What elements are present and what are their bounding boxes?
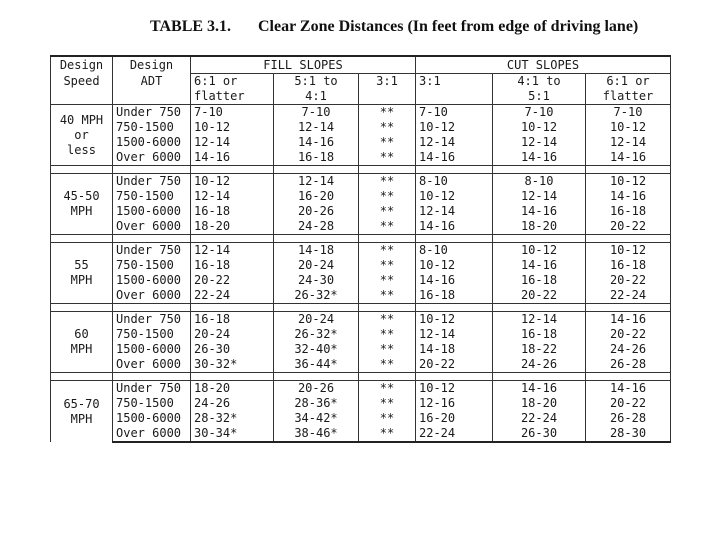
fill-slope-cell: ** xyxy=(359,426,416,442)
design-adt-cell: 750-1500 xyxy=(113,258,191,273)
design-speed-line: MPH xyxy=(70,411,93,426)
design-adt-cell: Over 6000 xyxy=(113,288,191,304)
design-adt-cell: 750-1500 xyxy=(113,396,191,411)
table-row xyxy=(51,258,671,273)
cut-col-1-line-2 xyxy=(416,89,493,105)
group-separator xyxy=(51,166,671,174)
fill-slope-cell: 16-20 xyxy=(274,189,359,204)
table-row xyxy=(51,174,671,190)
speed-header-spacer xyxy=(51,89,113,105)
fill-slope-cell: ** xyxy=(359,273,416,288)
cut-slope-cell: 18-20 xyxy=(493,396,586,411)
cut-slope-cell: 10-12 xyxy=(586,174,671,190)
fill-slope-cell: ** xyxy=(359,288,416,304)
fill-slope-cell: ** xyxy=(359,204,416,219)
header-row-1 xyxy=(51,56,671,74)
design-speed-line: MPH xyxy=(70,204,93,218)
separator-cell xyxy=(416,235,493,243)
cut-slope-cell: 16-18 xyxy=(493,273,586,288)
fill-slope-cell: 10-12 xyxy=(191,174,274,190)
fill-slope-cell: 28-36* xyxy=(274,396,359,411)
table-row xyxy=(51,426,671,442)
design-speed-line: 55 xyxy=(74,258,89,272)
fill-slope-cell: ** xyxy=(359,150,416,166)
fill-slope-cell: 20-22 xyxy=(191,273,274,288)
header-row-2 xyxy=(51,74,671,90)
fill-slope-cell: ** xyxy=(359,258,416,273)
cut-slope-cell: 22-24 xyxy=(416,426,493,442)
separator-cell xyxy=(51,373,113,381)
table-row xyxy=(51,219,671,235)
separator-cell xyxy=(51,166,113,174)
cut-slope-cell: 14-16 xyxy=(586,381,671,397)
separator-cell xyxy=(416,166,493,174)
design-adt-cell: 1500-6000 xyxy=(113,135,191,150)
design-adt-header-bottom: ADT xyxy=(113,74,191,90)
table-row xyxy=(51,411,671,426)
separator-cell xyxy=(493,235,586,243)
table-row xyxy=(51,312,671,328)
table-row xyxy=(51,204,671,219)
cut-slope-cell: 12-14 xyxy=(493,312,586,328)
design-adt-header-top: Design xyxy=(113,56,191,74)
design-adt-cell: 750-1500 xyxy=(113,189,191,204)
clear-zone-table xyxy=(50,55,671,443)
cut-slope-cell: 16-18 xyxy=(416,288,493,304)
cut-slope-cell: 26-28 xyxy=(586,357,671,373)
design-speed-line: 45-50 xyxy=(63,189,100,203)
fill-slope-cell: 24-30 xyxy=(274,273,359,288)
fill-slope-cell: 26-30 xyxy=(191,342,274,357)
fill-slope-cell: ** xyxy=(359,357,416,373)
cut-slope-cell: 14-16 xyxy=(586,150,671,166)
table-row xyxy=(51,135,671,150)
fill-col-3-line-1: 3:1 xyxy=(359,74,416,90)
cut-slope-cell: 10-12 xyxy=(586,243,671,259)
fill-slope-cell: 26-32* xyxy=(274,327,359,342)
design-adt-cell: Under 750 xyxy=(113,312,191,328)
fill-slope-cell: ** xyxy=(359,135,416,150)
fill-slope-cell: ** xyxy=(359,174,416,190)
cut-slope-cell: 20-22 xyxy=(493,288,586,304)
separator-cell xyxy=(493,166,586,174)
fill-slope-cell: ** xyxy=(359,219,416,235)
fill-slope-cell: 16-18 xyxy=(274,150,359,166)
cut-slope-cell: 14-18 xyxy=(416,342,493,357)
fill-slope-cell: ** xyxy=(359,105,416,121)
fill-col-3-line-2 xyxy=(359,89,416,105)
separator-cell xyxy=(416,304,493,312)
fill-slope-cell: 14-18 xyxy=(274,243,359,259)
cut-slope-cell: 20-22 xyxy=(586,396,671,411)
table-number: TABLE 3.1. xyxy=(150,18,232,35)
separator-cell xyxy=(586,373,671,381)
fill-slope-cell: ** xyxy=(359,381,416,397)
separator-cell xyxy=(359,166,416,174)
fill-slope-cell: ** xyxy=(359,327,416,342)
fill-slope-cell: 14-16 xyxy=(191,150,274,166)
design-adt-cell: 750-1500 xyxy=(113,327,191,342)
fill-slope-cell: 20-26 xyxy=(274,381,359,397)
fill-slope-cell: 38-46* xyxy=(274,426,359,442)
cut-slope-cell: 14-16 xyxy=(416,150,493,166)
design-adt-cell: 750-1500 xyxy=(113,120,191,135)
cut-slope-cell: 10-12 xyxy=(493,120,586,135)
fill-slope-cell: 30-32* xyxy=(191,357,274,373)
design-speed-line: MPH xyxy=(70,342,93,356)
group-separator xyxy=(51,235,671,243)
separator-cell xyxy=(113,166,191,174)
fill-slope-cell: 24-26 xyxy=(191,396,274,411)
table-row xyxy=(51,273,671,288)
design-adt-cell: 1500-6000 xyxy=(113,273,191,288)
cut-slope-cell: 22-24 xyxy=(586,288,671,304)
fill-slope-cell: 16-18 xyxy=(191,204,274,219)
cut-slope-cell: 8-10 xyxy=(416,243,493,259)
table-row xyxy=(51,342,671,357)
fill-slope-cell: ** xyxy=(359,312,416,328)
fill-col-2-line-2: 4:1 xyxy=(274,89,359,105)
fill-slope-cell: 26-32* xyxy=(274,288,359,304)
cut-slope-cell: 12-14 xyxy=(416,135,493,150)
separator-cell xyxy=(359,304,416,312)
cut-col-3-line-2: flatter xyxy=(586,89,671,105)
separator-cell xyxy=(586,304,671,312)
cut-slope-cell: 20-22 xyxy=(586,327,671,342)
cut-slope-cell: 14-16 xyxy=(586,312,671,328)
fill-slopes-header: FILL SLOPES xyxy=(191,56,416,74)
cut-slope-cell: 26-30 xyxy=(493,426,586,442)
design-speed-cell xyxy=(51,243,113,304)
cut-slope-cell: 12-16 xyxy=(416,396,493,411)
design-speed-cell xyxy=(51,312,113,373)
design-speed-cell xyxy=(51,381,113,443)
cut-slope-cell: 12-14 xyxy=(493,189,586,204)
design-adt-cell: 1500-6000 xyxy=(113,411,191,426)
fill-slope-cell: 12-14 xyxy=(191,243,274,259)
cut-slope-cell: 16-20 xyxy=(416,411,493,426)
cut-slope-cell: 20-22 xyxy=(416,357,493,373)
table-caption: Clear Zone Distances (In feet from edge of driving lane) xyxy=(258,18,639,35)
fill-slope-cell: 32-40* xyxy=(274,342,359,357)
table-row xyxy=(51,150,671,166)
cut-slope-cell: 12-14 xyxy=(416,204,493,219)
fill-slope-cell: 7-10 xyxy=(191,105,274,121)
fill-slope-cell: 20-24 xyxy=(191,327,274,342)
table-row xyxy=(51,243,671,259)
cut-slope-cell: 12-14 xyxy=(416,327,493,342)
fill-slope-cell: 34-42* xyxy=(274,411,359,426)
cut-slope-cell: 14-16 xyxy=(493,150,586,166)
cut-slope-cell: 8-10 xyxy=(493,174,586,190)
cut-slope-cell: 16-18 xyxy=(586,258,671,273)
separator-cell xyxy=(191,373,274,381)
table-row xyxy=(51,189,671,204)
fill-slope-cell: 20-24 xyxy=(274,312,359,328)
separator-cell xyxy=(191,166,274,174)
fill-col-2-line-1: 5:1 to xyxy=(274,74,359,90)
separator-cell xyxy=(274,373,359,381)
fill-col-1-line-1: 6:1 or xyxy=(191,74,274,90)
design-adt-cell: 1500-6000 xyxy=(113,342,191,357)
fill-slope-cell: 10-12 xyxy=(191,120,274,135)
cut-slope-cell: 8-10 xyxy=(416,174,493,190)
design-adt-cell: Over 6000 xyxy=(113,426,191,442)
design-adt-cell: Under 750 xyxy=(113,105,191,121)
design-speed-line: 60 xyxy=(74,327,89,341)
cut-slope-cell: 10-12 xyxy=(493,243,586,259)
cut-slope-cell: 28-30 xyxy=(586,426,671,442)
table-row xyxy=(51,357,671,373)
separator-cell xyxy=(359,235,416,243)
fill-slope-cell: 14-16 xyxy=(274,135,359,150)
fill-slope-cell: 16-18 xyxy=(191,312,274,328)
separator-cell xyxy=(274,235,359,243)
table-row xyxy=(51,396,671,411)
design-speed-cell xyxy=(51,174,113,235)
fill-slope-cell: 20-26 xyxy=(274,204,359,219)
cut-slope-cell: 22-24 xyxy=(493,411,586,426)
cut-col-1-line-1: 3:1 xyxy=(416,74,493,90)
design-adt-cell: Over 6000 xyxy=(113,219,191,235)
fill-slope-cell: 12-14 xyxy=(191,135,274,150)
separator-cell xyxy=(191,304,274,312)
cut-col-2-line-2: 5:1 xyxy=(493,89,586,105)
separator-cell xyxy=(51,304,113,312)
separator-cell xyxy=(586,166,671,174)
cut-slope-cell: 14-16 xyxy=(493,204,586,219)
cut-slope-cell: 14-16 xyxy=(416,219,493,235)
fill-slope-cell: ** xyxy=(359,411,416,426)
separator-cell xyxy=(51,235,113,243)
cut-slope-cell: 14-16 xyxy=(493,258,586,273)
fill-slope-cell: ** xyxy=(359,189,416,204)
header-row-3 xyxy=(51,89,671,105)
fill-col-1-line-2: flatter xyxy=(191,89,274,105)
cut-slope-cell: 14-16 xyxy=(416,273,493,288)
separator-cell xyxy=(274,304,359,312)
separator-cell xyxy=(359,373,416,381)
adt-header-spacer xyxy=(113,89,191,105)
cut-slopes-header: CUT SLOPES xyxy=(416,56,671,74)
cut-col-3-line-1: 6:1 or xyxy=(586,74,671,90)
fill-slope-cell: 16-18 xyxy=(191,258,274,273)
separator-cell xyxy=(274,166,359,174)
separator-cell xyxy=(191,235,274,243)
cut-slope-cell: 16-18 xyxy=(493,327,586,342)
table-row xyxy=(51,381,671,397)
separator-cell xyxy=(493,373,586,381)
cut-slope-cell: 12-14 xyxy=(493,135,586,150)
fill-slope-cell: ** xyxy=(359,120,416,135)
separator-cell xyxy=(113,235,191,243)
cut-col-2-line-1: 4:1 to xyxy=(493,74,586,90)
design-speed-header-top: Design xyxy=(51,56,113,74)
fill-slope-cell: 7-10 xyxy=(274,105,359,121)
fill-slope-cell: 30-34* xyxy=(191,426,274,442)
fill-slope-cell: 12-14 xyxy=(274,174,359,190)
cut-slope-cell: 20-22 xyxy=(586,219,671,235)
design-speed-line: 65-70 xyxy=(63,396,100,411)
fill-slope-cell: 28-32* xyxy=(191,411,274,426)
design-speed-line: 40 MPH xyxy=(59,112,104,127)
table-row xyxy=(51,288,671,304)
design-speed-line: less xyxy=(67,142,96,157)
fill-slope-cell: 18-20 xyxy=(191,219,274,235)
design-speed-header-bottom: Speed xyxy=(51,74,113,90)
design-speed-line: or xyxy=(74,127,89,142)
cut-slope-cell: 20-22 xyxy=(586,273,671,288)
separator-cell xyxy=(586,235,671,243)
cut-slope-cell: 16-18 xyxy=(586,204,671,219)
cut-slope-cell: 18-20 xyxy=(493,219,586,235)
separator-cell xyxy=(113,304,191,312)
design-adt-cell: 1500-6000 xyxy=(113,204,191,219)
fill-slope-cell: 36-44* xyxy=(274,357,359,373)
table-title xyxy=(0,18,720,42)
fill-slope-cell: 22-24 xyxy=(191,288,274,304)
fill-slope-cell: 18-20 xyxy=(191,381,274,397)
cut-slope-cell: 10-12 xyxy=(416,258,493,273)
design-adt-cell: Under 750 xyxy=(113,174,191,190)
cut-slope-cell: 26-28 xyxy=(586,411,671,426)
cut-slope-cell: 10-12 xyxy=(416,120,493,135)
separator-cell xyxy=(416,373,493,381)
fill-slope-cell: 12-14 xyxy=(274,120,359,135)
cut-slope-cell: 14-16 xyxy=(586,189,671,204)
cut-slope-cell: 10-12 xyxy=(416,381,493,397)
table-row xyxy=(51,120,671,135)
design-adt-cell: Over 6000 xyxy=(113,357,191,373)
cut-slope-cell: 10-12 xyxy=(416,189,493,204)
group-separator xyxy=(51,373,671,381)
design-speed-line: MPH xyxy=(70,273,93,287)
fill-slope-cell: ** xyxy=(359,243,416,259)
cut-slope-cell: 14-16 xyxy=(493,381,586,397)
cut-slope-cell: 24-26 xyxy=(493,357,586,373)
cut-slope-cell: 10-12 xyxy=(416,312,493,328)
group-separator xyxy=(51,304,671,312)
design-adt-cell: Over 6000 xyxy=(113,150,191,166)
fill-slope-cell: ** xyxy=(359,396,416,411)
cut-slope-cell: 24-26 xyxy=(586,342,671,357)
design-adt-cell: Under 750 xyxy=(113,243,191,259)
cut-slope-cell: 12-14 xyxy=(586,135,671,150)
fill-slope-cell: 20-24 xyxy=(274,258,359,273)
fill-slope-cell: 24-28 xyxy=(274,219,359,235)
fill-slope-cell: ** xyxy=(359,342,416,357)
cut-slope-cell: 7-10 xyxy=(416,105,493,121)
fill-slope-cell: 12-14 xyxy=(191,189,274,204)
cut-slope-cell: 18-22 xyxy=(493,342,586,357)
table-row xyxy=(51,105,671,121)
cut-slope-cell: 7-10 xyxy=(493,105,586,121)
table-row xyxy=(51,327,671,342)
design-adt-cell: Under 750 xyxy=(113,381,191,397)
design-speed-cell xyxy=(51,105,113,166)
separator-cell xyxy=(493,304,586,312)
cut-slope-cell: 7-10 xyxy=(586,105,671,121)
cut-slope-cell: 10-12 xyxy=(586,120,671,135)
separator-cell xyxy=(113,373,191,381)
